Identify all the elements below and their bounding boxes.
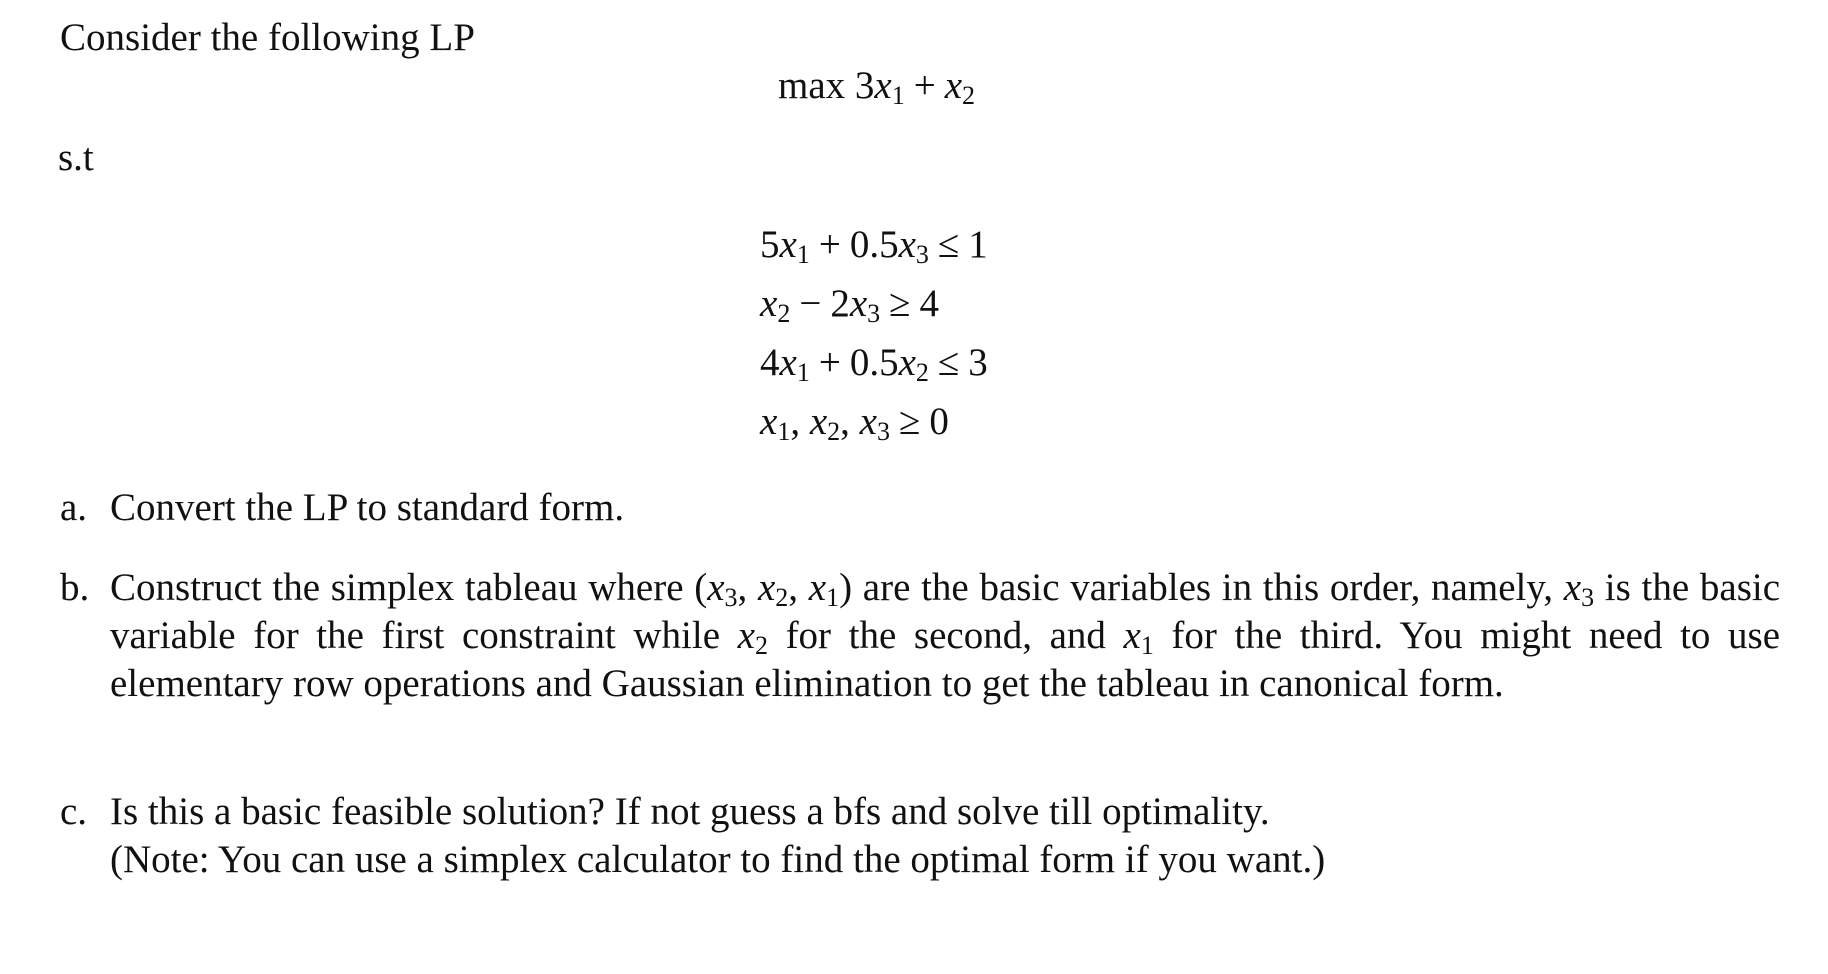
question-c-line2: (Note: You can use a simplex calculator to find the optimal form if you want.) bbox=[110, 838, 1326, 881]
question-a-marker: a. bbox=[60, 486, 88, 529]
math-number: 3 bbox=[854, 64, 875, 107]
question-b-marker: b. bbox=[60, 566, 90, 609]
math-variable: $x_1$ bbox=[779, 341, 810, 387]
nonnegativity-constraint bbox=[760, 397, 988, 456]
subject-to-label: s.t bbox=[58, 136, 94, 179]
math-number: 0.5 bbox=[849, 341, 899, 384]
question-a-text: Convert the LP to standard form. bbox=[110, 486, 625, 529]
question-b-part1: Construct the simplex tableau where ( bbox=[110, 566, 708, 609]
question-b-part3: is the basic variable for the first constraint while bbox=[110, 566, 1781, 657]
math-operator: − bbox=[799, 282, 822, 325]
math-variable: $x_2$ bbox=[944, 64, 976, 110]
math-number: , bbox=[840, 400, 860, 443]
question-b-part5: for the third. You might need to use elementary row operations and Gaussian elimination to get the tableau in canonical form. bbox=[110, 614, 1780, 705]
constraint-list bbox=[760, 220, 988, 456]
objective-op: max bbox=[778, 64, 846, 107]
math-variable: $x_1$ bbox=[779, 223, 810, 269]
math-operator: + bbox=[818, 341, 841, 384]
math-variable: $x_2$ bbox=[898, 341, 929, 387]
question-b-part4: for the second, and bbox=[767, 614, 1124, 657]
math-variable: $x_2$ bbox=[760, 282, 791, 328]
var-x2-basic: $x_2$ bbox=[737, 614, 768, 660]
question-a bbox=[60, 484, 1780, 532]
math-operator: ≥ bbox=[889, 282, 911, 325]
math-number: 0.5 bbox=[849, 223, 899, 266]
math-variable: $x_3$ bbox=[898, 223, 929, 269]
var-x1-basic: $x_1$ bbox=[1123, 614, 1154, 660]
math-operator: ≥ bbox=[898, 400, 921, 443]
math-variable: $x_1$ bbox=[874, 64, 905, 110]
math-variable: $x_2$ bbox=[809, 400, 841, 446]
question-c bbox=[60, 788, 1780, 884]
math-number: 4 bbox=[919, 282, 940, 325]
math-number: 5 bbox=[760, 223, 780, 266]
intro-text: Consider the following LP bbox=[60, 16, 475, 59]
question-b bbox=[60, 564, 1780, 708]
constraint-3 bbox=[760, 338, 988, 397]
var-x3-basic: $x_3$ bbox=[1563, 566, 1595, 612]
objective-function bbox=[778, 62, 975, 110]
math-number: 2 bbox=[830, 282, 850, 325]
var-x1: $x_1$ bbox=[808, 566, 840, 612]
question-c-marker: c. bbox=[60, 790, 88, 833]
math-variable: $x_3$ bbox=[849, 282, 881, 328]
math-number: 0 bbox=[929, 400, 949, 443]
math-variable: $x_3$ bbox=[859, 400, 890, 446]
math-number: , bbox=[790, 400, 810, 443]
constraint-2 bbox=[760, 279, 988, 338]
constraint-1 bbox=[760, 220, 988, 279]
var-x3: $x_3$ bbox=[707, 566, 738, 612]
question-b-text: Construct the simplex tableau where ($x_3$, $x_2$, $x_1$) are the basic variables in this order, namely, $x_3$ is the basic variable for the first constraint while $x_2$ for the second, and $x_1$ for the third. You might need to use elementary row operations and Gaussian elimination to get the tableau in canonical form. bbox=[110, 566, 1781, 705]
math-number: 1 bbox=[968, 223, 988, 266]
var-x2: $x_2$ bbox=[757, 566, 789, 612]
math-number: 3 bbox=[968, 341, 988, 384]
math-operator: + bbox=[913, 64, 936, 107]
math-variable: $x_1$ bbox=[760, 400, 791, 446]
question-b-part2: ) are the basic variables in this order, namely, bbox=[839, 566, 1554, 609]
math-operator: ≤ bbox=[937, 341, 960, 384]
question-c-text bbox=[110, 788, 1780, 884]
question-c-line1: Is this a basic feasible solution? If not guess a bfs and solve till optimality. bbox=[110, 790, 1270, 833]
math-number: 4 bbox=[760, 341, 780, 384]
math-operator: + bbox=[818, 223, 841, 266]
math-operator: ≤ bbox=[937, 223, 960, 266]
objective-expr bbox=[854, 64, 976, 110]
